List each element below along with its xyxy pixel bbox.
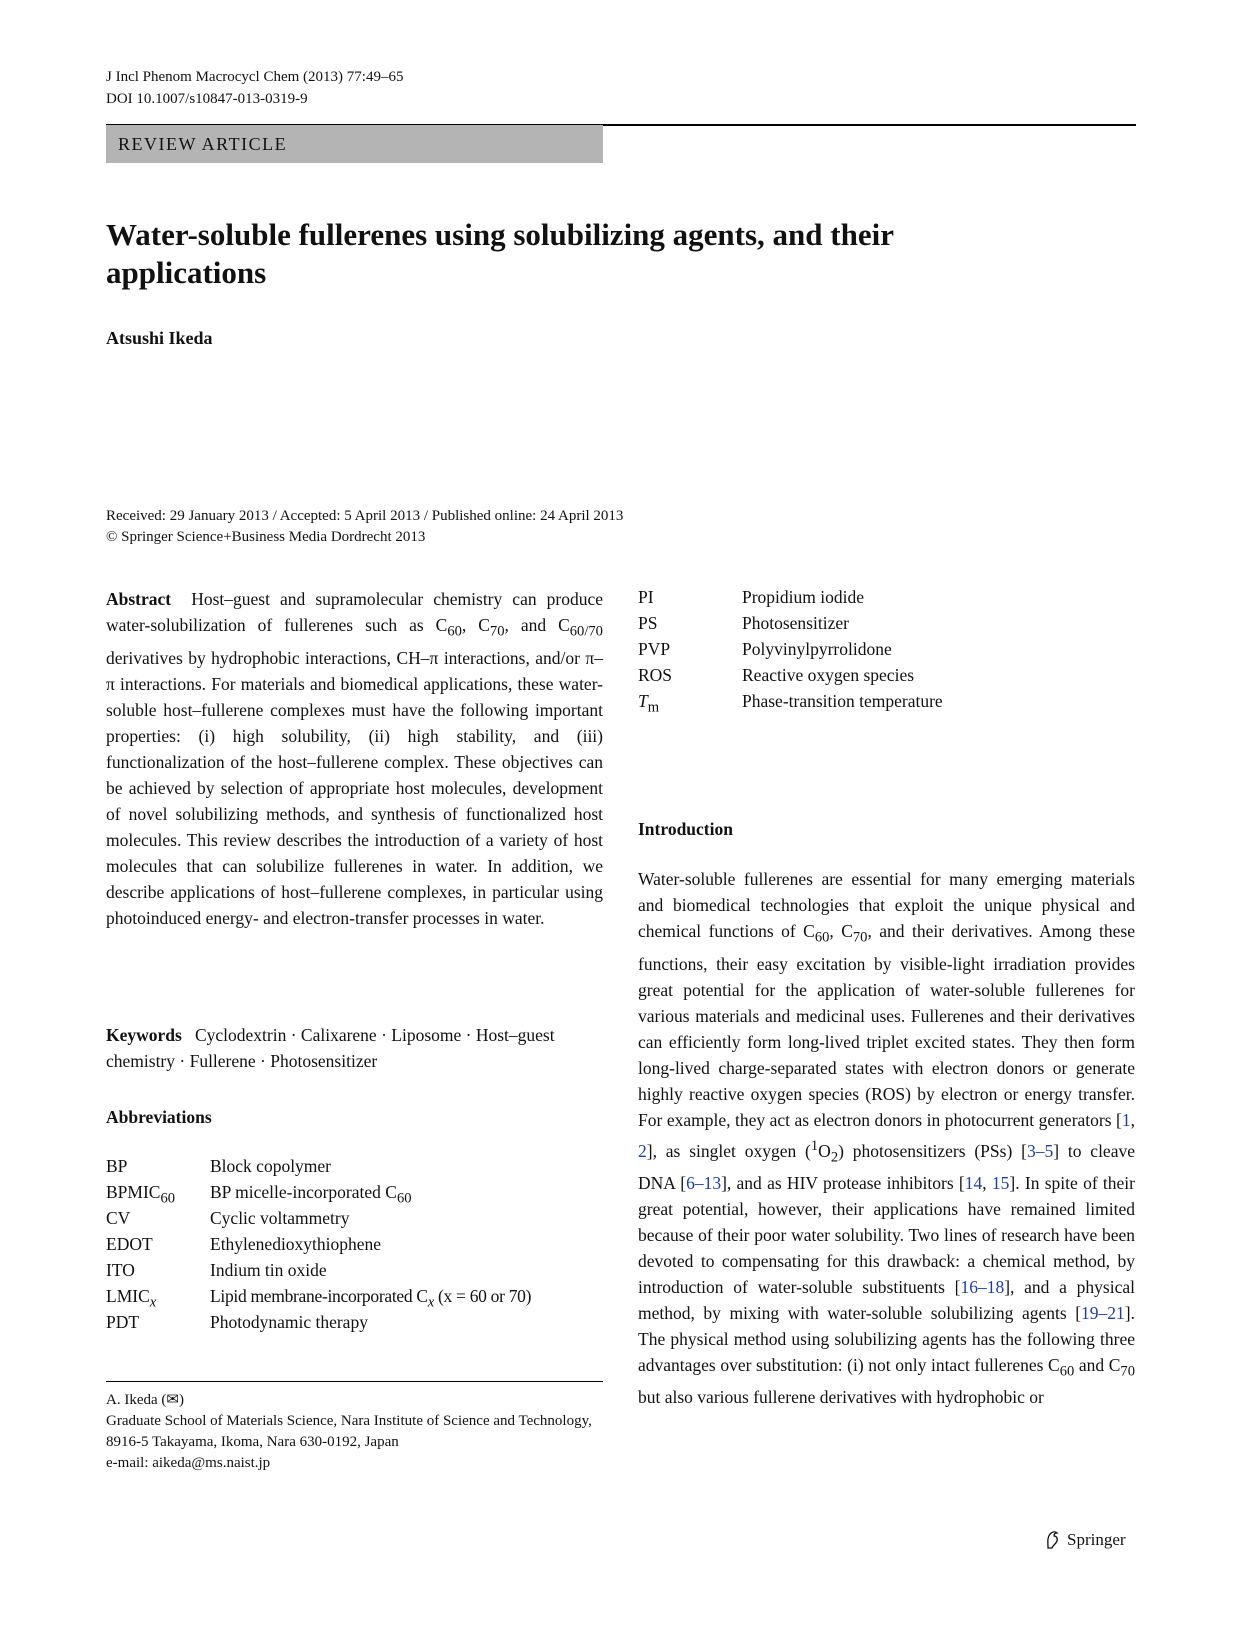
citation-link[interactable]: 6–13 <box>686 1172 722 1193</box>
correspondence-footnote <box>106 1390 603 1474</box>
abstract: Abstract Host–guest and supramolecular chemistry can produce water-solubilization of fullerenes such as $C_{60}$, $C_{70}$, and $C_{60/70}$ derivatives by hydrophobic interactions, CH–π interactions, and/or π–π interactions. For materials and biomedical applications, these water-soluble host–fullerene complexes must have the following important properties: (i) high solubility, (ii) high stability, and (iii) functionalization of the host–fullerene complex. These objectives can be achieved by selection of appropriate host molecules, development of novel solubilizing methods, and synthesis of functionalized host molecules. This review describes the introduction of a variety of host molecules that can solubilize fullerenes in water. In addition, we describe applications of host–fullerene complexes, in particular using photoinduced energy- and electron-transfer processes in water. <box>106 589 603 928</box>
correspondence-affiliation: Graduate School of Materials Science, Nara Institute of Science and Technology, 8916-5 Takayama, Ikoma, Nara 630-0192, Japan <box>106 1413 592 1450</box>
publisher-name: Springer <box>1067 1530 1126 1549</box>
journal-doi: DOI 10.1007/s10847-013-0319-9 <box>106 91 308 107</box>
copyright: © Springer Science+Business Media Dordrecht 2013 <box>106 529 426 545</box>
abbr-row: ROS Reactive oxygen species <box>638 665 915 685</box>
article-type-banner <box>106 125 603 163</box>
abbr-row: PVP Polyvinylpyrrolidone <box>638 639 892 659</box>
abbr-row: BP Block copolymer <box>106 1156 332 1176</box>
abbr-row: ITO Indium tin oxide <box>106 1260 327 1280</box>
citation-link[interactable]: 2 <box>638 1140 647 1161</box>
author-name: Atsushi Ikeda <box>106 328 213 348</box>
keywords-text: Cyclodextrin · Calixarene · Liposome · Host–guest chemistry · Fullerene · Photosensitizer <box>106 1025 555 1071</box>
introduction-heading: Introduction <box>638 819 733 839</box>
footnote-rule <box>106 1381 603 1382</box>
abbr-row: CV Cyclic voltammetry <box>106 1208 350 1228</box>
correspondence-email[interactable]: e-mail: aikeda@ms.naist.jp <box>106 1455 271 1471</box>
abbreviations-heading: Abbreviations <box>106 1107 212 1127</box>
abbreviations-list-left <box>106 1153 603 1335</box>
abbr-row: PI Propidium iodide <box>638 587 865 607</box>
publisher-logo <box>1044 1530 1126 1550</box>
date-history: Received: 29 January 2013 / Accepted: 5 April 2013 / Published online: 24 April 2013 <box>106 508 624 524</box>
abbr-row: PDT Photodynamic therapy <box>106 1312 368 1332</box>
citation-link[interactable]: 3–5 <box>1026 1140 1054 1161</box>
citation-link[interactable]: 19–21 <box>1081 1302 1125 1323</box>
journal-header <box>106 66 403 110</box>
abbreviations-list-right <box>638 584 1135 714</box>
correspondence-name: A. Ikeda (✉) <box>106 1392 184 1408</box>
citation-link[interactable]: 16–18 <box>960 1276 1005 1297</box>
article-title: Water-soluble fullerenes using solubilizing agents, and their applications <box>106 217 894 290</box>
abbr-row: $BPMIC_{60}$ BP micelle-incorporated $C_{60}$ <box>106 1182 412 1207</box>
article-dates <box>106 506 623 548</box>
abbr-row: EDOT Ethylenedioxythiophene <box>106 1234 382 1254</box>
citation-link[interactable]: 14 <box>964 1172 983 1193</box>
introduction-text: Water-soluble fullerenes are essential for many emerging materials and biomedical technologies that exploit the unique physical and chemical functions of $C_{60}$, $C_{70}$, and their derivatives. Among these functions, their easy excitation by visible-light irradiation provides great potential for the application of water-soluble fullerenes for various materials and medicinal uses. Fullerenes and their derivatives can efficiently form long-lived triplet excited states. They then form long-lived charge-separated states with electron donors or generate highly reactive oxygen species (ROS) by electron or energy transfer. For example, they act as electron donors in photocurrent generators [1, 2], as singlet oxygen $(^1O_2)$ photosensitizers (PSs) [3–5] to cleave DNA [6–13], and as HIV protease inhibitors [14, 15]. In spite of their great potential, however, their applications have remained limited because of their poor water solubility. Two lines of research have been devoted to compensating for this drawback: a chemical method, by introduction of water-soluble substituents [16–18], and a physical method, by mixing with water-soluble solubilizing agents [19–21]. The physical method using solubilizing agents has the following three advantages over substitution: (i) not only intact fullerenes $C_{60}$ and $C_{70}$ but also various fullerene derivatives with hydrophobic or <box>638 869 1135 1408</box>
keywords-label: Keywords <box>106 1025 182 1045</box>
abbr-row: PS Photosensitizer <box>638 613 849 633</box>
abbr-row: $LMIC_x$ Lipid membrane-incorporated $C_x$ (x = 60 or 70) <box>106 1286 532 1311</box>
citation-link[interactable]: 15 <box>991 1172 1010 1193</box>
springer-horse-icon <box>1044 1530 1062 1550</box>
journal-citation: J Incl Phenom Macrocycl Chem (2013) 77:49–65 <box>106 69 404 85</box>
keywords <box>106 1022 603 1074</box>
citation-link[interactable]: 1 <box>1121 1109 1131 1130</box>
abstract-label: Abstract <box>106 589 172 609</box>
abbr-row: $T_m$ Phase-transition temperature <box>638 691 943 716</box>
article-type: REVIEW ARTICLE <box>118 134 288 154</box>
